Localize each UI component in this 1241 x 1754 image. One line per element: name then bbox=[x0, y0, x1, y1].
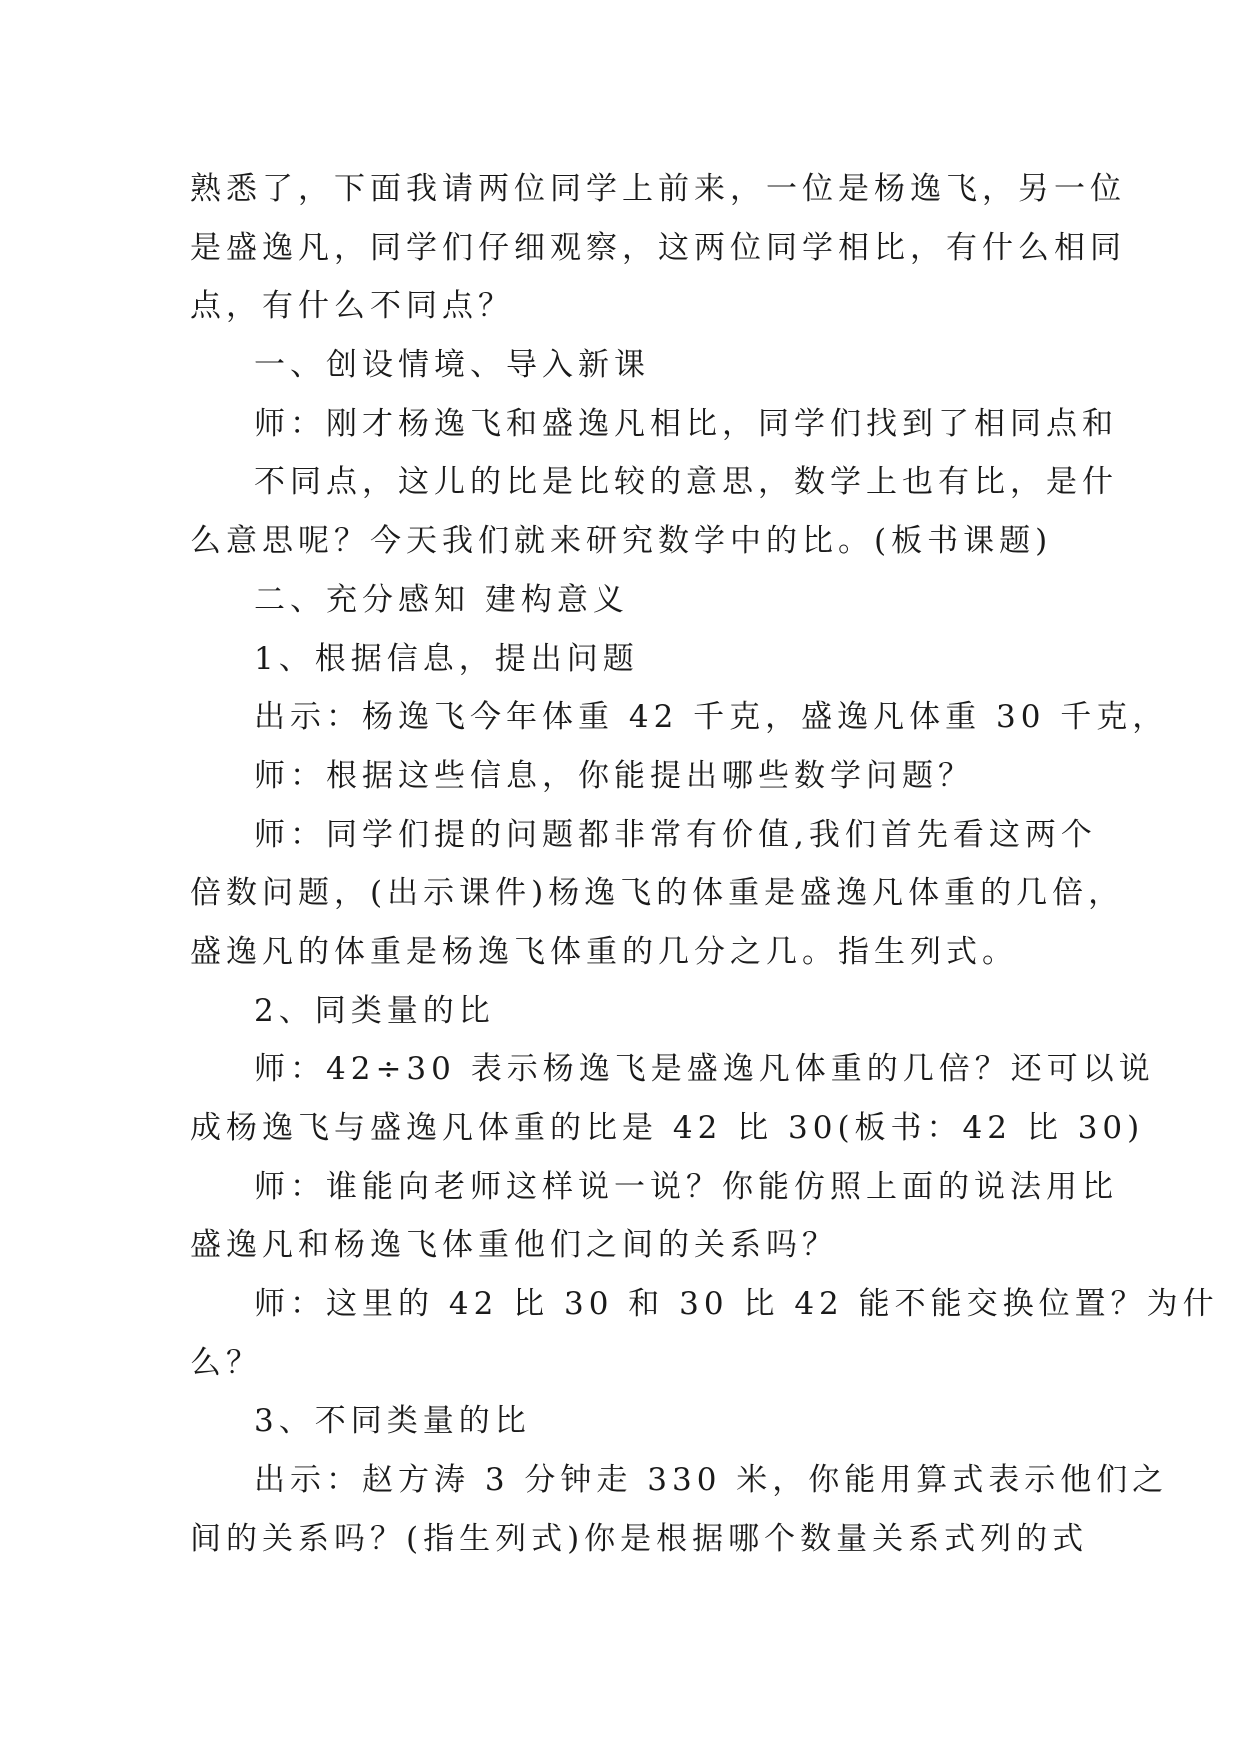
text-line: 出示：杨逸飞今年体重 42 千克，盛逸凡体重 30 千克， bbox=[254, 699, 1169, 736]
text-line: 点，有什么不同点？ bbox=[190, 288, 514, 325]
text-line: 么意思呢？今天我们就来研究数学中的比。(板书课题) bbox=[190, 523, 1053, 560]
text-line: 师：这里的 42 比 30 和 30 比 42 能不能交换位置？为什 bbox=[254, 1286, 1219, 1323]
section-heading: 一、创设情境、导入新课 bbox=[254, 347, 650, 384]
text-line: 盛逸凡的体重是杨逸飞体重的几分之几。指生列式。 bbox=[190, 933, 1018, 970]
text-line: 倍数问题，(出示课件)杨逸飞的体重是盛逸凡体重的几倍， bbox=[190, 875, 1125, 912]
text-line: 盛逸凡和杨逸飞体重他们之间的关系吗？ bbox=[190, 1227, 838, 1264]
section-heading: 二、充分感知 建构意义 bbox=[254, 581, 629, 618]
text-line: 成杨逸飞与盛逸凡体重的比是 42 比 30(板书：42 比 30) bbox=[190, 1110, 1145, 1146]
subsection-heading: 3、不同类量的比 bbox=[254, 1403, 531, 1440]
text-line: 是盛逸凡，同学们仔细观察，这两位同学相比，有什么相同 bbox=[190, 229, 1126, 266]
text-line: 师：刚才杨逸飞和盛逸凡相比，同学们找到了相同点和 bbox=[254, 405, 1118, 442]
text-line: 间的关系吗？(指生列式)你是根据哪个数量关系式列的式 bbox=[190, 1520, 1089, 1557]
subsection-heading: 1、根据信息，提出问题 bbox=[254, 640, 639, 677]
text-line: 师：根据这些信息，你能提出哪些数学问题？ bbox=[254, 757, 974, 794]
document-body bbox=[190, 160, 1219, 1569]
text-line: 师：42÷30 表示杨逸飞是盛逸凡体重的几倍？还可以说 bbox=[254, 1051, 1155, 1088]
text-line: 么？ bbox=[190, 1344, 262, 1381]
subsection-heading: 2、同类量的比 bbox=[254, 992, 495, 1029]
text-line: 出示：赵方涛 3 分钟走 330 米，你能用算式表示他们之 bbox=[254, 1462, 1169, 1499]
text-line: 熟悉了，下面我请两位同学上前来，一位是杨逸飞，另一位 bbox=[190, 171, 1126, 207]
text-line: 师：谁能向老师这样说一说？你能仿照上面的说法用比 bbox=[254, 1168, 1118, 1205]
text-line: 师：同学们提的问题都非常有价值,我们首先看这两个 bbox=[254, 816, 1097, 853]
text-line: 不同点，这儿的比是比较的意思，数学上也有比，是什 bbox=[254, 464, 1118, 501]
